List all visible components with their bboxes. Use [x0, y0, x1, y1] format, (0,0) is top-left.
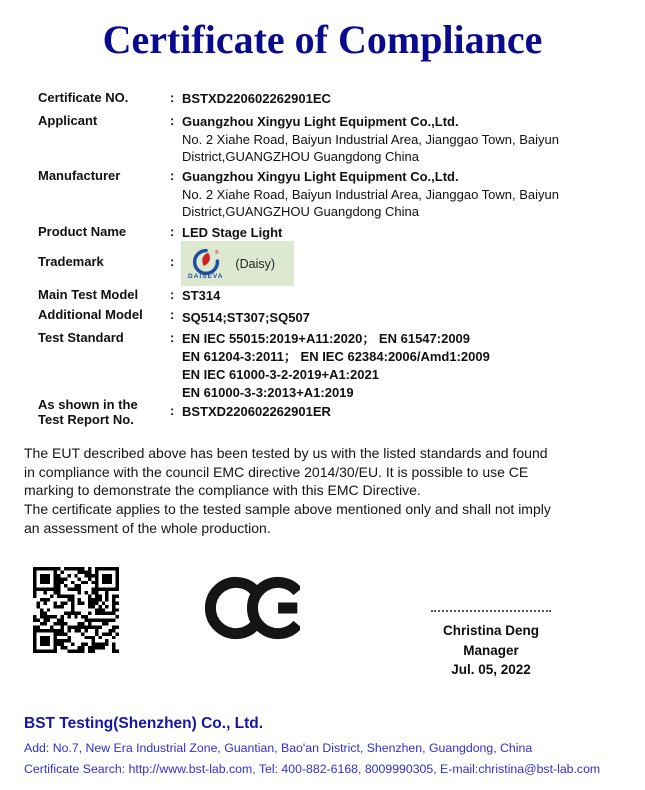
- test-report-label-line2: Test Report No.: [38, 412, 134, 427]
- lab-address: Add: No.7, New Era Industrial Zone, Guantian, Bao'an District, Shenzhen, Guangdong, China: [24, 741, 533, 755]
- statement-line: The EUT described above has been tested by us with the listed standards and found: [24, 445, 548, 461]
- signature-date: Jul. 05, 2022: [451, 662, 531, 677]
- certificate-no-label: Certificate NO.: [38, 90, 129, 105]
- colon: :: [170, 403, 175, 418]
- trademark-label: Trademark: [38, 254, 104, 269]
- certificate-no-value: BSTXD220602262901EC: [182, 91, 331, 106]
- applicant-address-line2: District,GUANGZHOU Guangdong China: [182, 149, 419, 164]
- colon: :: [170, 254, 175, 269]
- page-title: Certificate of Compliance: [102, 17, 543, 62]
- signatory-role: Manager: [463, 642, 519, 658]
- statement-line: in compliance with the council EMC directive 2014/30/EU. It is possible to use CE: [24, 463, 529, 480]
- qr-code: [33, 567, 119, 653]
- main-test-model-label: Main Test Model: [38, 287, 139, 302]
- applicant-name: Guangzhou Xingyu Light Equipment Co.,Ltd.: [182, 114, 459, 129]
- test-standard-label: Test Standard: [38, 330, 124, 345]
- test-report-label: [38, 397, 138, 427]
- colon: :: [170, 90, 175, 105]
- colon: :: [170, 330, 175, 345]
- test-standard-line: EN IEC 61000-3-2-2019+A1:2021: [182, 367, 379, 382]
- test-standard-line: EN 61204-3:2011； EN IEC 62384:2006/Amd1:2009: [182, 349, 490, 364]
- lab-contact: Certificate Search: http://www.bst-lab.com, Tel: 400-882-6168, 8009990305, E-mail:christina@bst-lab.com: [24, 762, 601, 776]
- colon: :: [170, 224, 175, 239]
- statement-line: marking to demonstrate the compliance with this EMC Directive.: [24, 482, 421, 499]
- trademark-note: (Daisy): [235, 256, 276, 271]
- applicant-address-line1: No. 2 Xiahe Road, Baiyun Industrial Area, Jianggao Town, Baiyun: [182, 131, 559, 147]
- registered-mark: ®: [214, 249, 219, 256]
- ce-mark-icon: [205, 576, 300, 640]
- applicant-label: Applicant: [38, 113, 98, 128]
- additional-model-label: Additional Model: [38, 307, 143, 322]
- manufacturer-address-line1: No. 2 Xiahe Road, Baiyun Industrial Area, Jianggao Town, Baiyun: [182, 186, 559, 202]
- test-standard-value: [182, 330, 490, 402]
- applicant-value: [182, 113, 559, 166]
- signatory-name: Christina Deng: [442, 623, 539, 638]
- trademark-logo: [188, 248, 223, 280]
- colon: :: [170, 168, 175, 183]
- statement-line: The certificate applies to the tested sample above mentioned only and shall not imply: [24, 501, 551, 518]
- test-standard-line: EN 61000-3-3:2013+A1:2019: [182, 385, 354, 400]
- manufacturer-label: Manufacturer: [38, 168, 121, 183]
- colon: :: [170, 307, 175, 322]
- test-standard-line: EN IEC 55015:2019+A11:2020； EN 61547:2009: [182, 331, 471, 346]
- product-name-value: LED Stage Light: [182, 225, 283, 240]
- signature-dotted-line: [431, 610, 551, 612]
- signature-block: [408, 603, 574, 680]
- lab-company-name: BST Testing(Shenzhen) Co., Ltd.: [24, 715, 264, 732]
- test-report-label-line1: As shown in the: [38, 397, 138, 412]
- manufacturer-name: Guangzhou Xingyu Light Equipment Co.,Ltd.: [182, 169, 459, 184]
- main-test-model-value: ST314: [182, 288, 221, 303]
- trademark-logo-box: [181, 241, 294, 286]
- trademark-brand-text: DAISEVA: [188, 272, 224, 280]
- colon: :: [170, 113, 175, 128]
- manufacturer-address-line2: District,GUANGZHOU Guangdong China: [182, 204, 419, 219]
- product-name-label: Product Name: [38, 224, 127, 239]
- manufacturer-value: [182, 168, 559, 221]
- statement-line: an assessment of the whole production.: [24, 519, 271, 536]
- additional-model-value: SQ514;ST307;SQ507: [182, 310, 310, 325]
- compliance-statement: [24, 444, 630, 538]
- colon: :: [170, 287, 175, 302]
- test-report-value: BSTXD220602262901ER: [182, 404, 331, 419]
- daiseva-logo-icon: [192, 248, 220, 276]
